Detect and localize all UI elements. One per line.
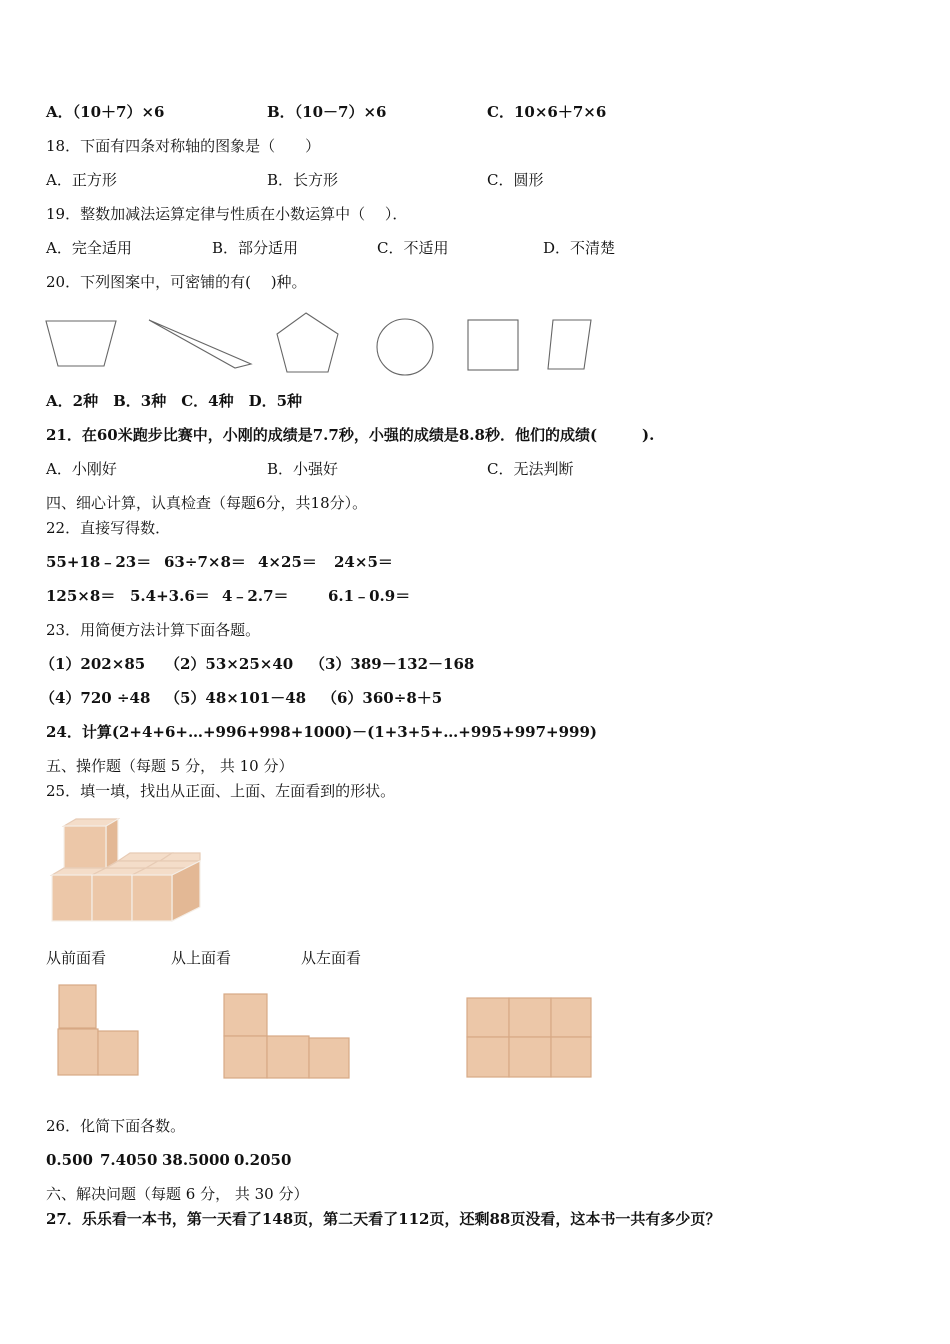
q23-item: （2）53×25×40 [165, 655, 294, 673]
q19-option-b: B．部分适用 [212, 239, 299, 257]
q26-number: 7.4050 [100, 1151, 158, 1169]
q18-option-c: C．圆形 [487, 171, 544, 189]
left-view-drawing [466, 996, 596, 1082]
top-view-drawing [222, 992, 354, 1082]
q20-shapes-figure [40, 310, 610, 380]
q22-item: 4×25＝ [258, 553, 317, 571]
q22-item: 125×8＝ [46, 587, 116, 605]
pentagon-shape [277, 313, 338, 372]
q22-stem: 22．直接写得数． [46, 519, 171, 537]
section-4-heading: 四、细心计算，认真检查（每题6分，共18分）。 [46, 494, 368, 512]
q19-option-c: C．不适用 [377, 239, 449, 257]
q23-item: （4）720 ÷48 [40, 689, 151, 707]
q22-item: 6.1﹣0.9＝ [328, 587, 411, 605]
q22-item: 5.4+3.6＝ [130, 587, 210, 605]
q23-item: （6）360÷8＋5 [322, 689, 443, 707]
q22-item: 4﹣2.7＝ [222, 587, 289, 605]
q26-stem: 26．化简下面各数。 [46, 1117, 186, 1135]
q20-stem: 20．下列图案中，可密铺的有( )种。 [46, 273, 307, 291]
view-label-front: 从前面看 [46, 949, 107, 967]
q25-cube-figure [48, 815, 208, 927]
q17-option-b: B．（10－7）×6 [267, 103, 387, 121]
parallelogram-shape [548, 320, 591, 369]
q26-number: 38.5000 [162, 1151, 230, 1169]
q21-option-a: A．小刚好 [46, 460, 117, 478]
q17-option-a: A．（10＋7）×6 [46, 103, 165, 121]
q23-item: （3）389－132－168 [310, 655, 475, 673]
view-label-top: 从上面看 [171, 949, 232, 967]
q18-option-b: B．长方形 [267, 171, 339, 189]
q23-item: （1）202×85 [40, 655, 146, 673]
q26-number: 0.2050 [234, 1151, 292, 1169]
q21-option-b: B．小强好 [267, 460, 339, 478]
q23-item: （5）48×101－48 [165, 689, 307, 707]
circle-shape [377, 319, 433, 375]
q22-item: 55+18﹣23＝ [46, 553, 152, 571]
q21-option-c: C．无法判断 [487, 460, 574, 478]
q17-option-c: C．10×6＋7×6 [487, 103, 607, 121]
section-6-heading: 六、解决问题（每题 6 分， 共 30 分） [46, 1185, 309, 1203]
q22-item: 63÷7×8＝ [164, 553, 246, 571]
front-view-drawing [56, 984, 146, 1080]
q26-number: 0.500 [46, 1151, 93, 1169]
q22-item: 24×5＝ [334, 553, 393, 571]
trapezoid-shape [46, 321, 116, 366]
q24-stem: 24．计算(2+4+6+…+996+998+1000)－(1+3+5+…+995+997+999) [46, 723, 598, 741]
q18-option-a: A．正方形 [46, 171, 117, 189]
q25-stem: 25．填一填，找出从正面、上面、左面看到的形状。 [46, 782, 396, 800]
square-shape [468, 320, 518, 370]
q23-stem: 23．用简便方法计算下面各题。 [46, 621, 261, 639]
q18-stem: 18．下面有四条对称轴的图象是（ ） [46, 137, 321, 155]
q20-options: A．2种 B．3种 C．4种 D．5种 [46, 392, 303, 410]
q19-stem: 19．整数加减法运算定律与性质在小数运算中（ ）． [46, 205, 408, 223]
section-5-heading: 五、操作题（每题 5 分， 共 10 分） [46, 757, 294, 775]
q19-option-d: D．不清楚 [543, 239, 616, 257]
view-label-left: 从左面看 [301, 949, 362, 967]
q21-stem: 21．在60米跑步比赛中，小刚的成绩是7.7秒，小强的成绩是8.8秒．他们的成绩( ). [46, 426, 655, 444]
q19-option-a: A．完全适用 [46, 239, 132, 257]
q27-stem: 27．乐乐看一本书，第一天看了148页，第二天看了112页，还剩88页没看，这本书一共有多少页？ [46, 1210, 721, 1228]
triangle-shape [149, 320, 251, 368]
